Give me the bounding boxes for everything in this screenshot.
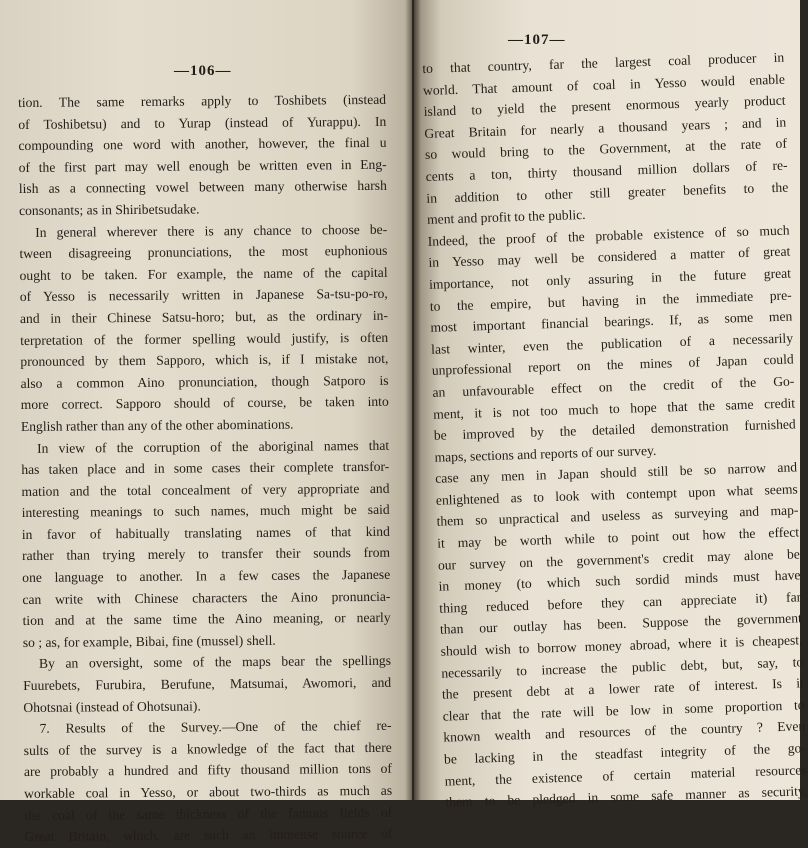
text-line: world. That amount of coal in Yesso would enable bbox=[422, 71, 786, 98]
text-line: tween disagreeing pronunciations, the most euphonious bbox=[19, 242, 388, 262]
text-line: unprofessional report on the mines of Japan could bbox=[431, 351, 794, 379]
text-line: clear that the rate will be low in some proportion to bbox=[442, 697, 805, 724]
text-line: English rather than any of the other abominations. bbox=[20, 416, 294, 434]
text-line: also a common Aino pronunciation, though Satporo is bbox=[20, 372, 389, 391]
text-line: most important financial bearings. If, as some men bbox=[430, 308, 793, 335]
text-line: in money (to which such sordid minds must have bbox=[438, 567, 801, 594]
text-line: in addition to other still greater benefits to the bbox=[426, 179, 789, 206]
text-line: an unfavourable effect on the credit of the Go- bbox=[432, 373, 795, 400]
text-line: necessarily to increase the public debt, but, say, to bbox=[441, 653, 804, 681]
text-line: tion. The same remarks apply to Toshibets (instead bbox=[18, 91, 387, 110]
text-line: are probably a hundred and fifty thousand million tons of bbox=[23, 761, 392, 780]
text-line: tion and at the same time the Aino meaning, or nearly bbox=[22, 610, 391, 629]
book-gutter bbox=[405, 0, 421, 800]
text-line: sults of the survey is a knowledge of the fact that there bbox=[23, 739, 392, 758]
right-page-text bbox=[422, 47, 808, 814]
text-line: By an oversight, some of the maps bear the spellings bbox=[38, 653, 392, 672]
text-line: importance, not only assuring in the future great bbox=[428, 265, 792, 292]
text-line: than our outlay has been. Suppose the government bbox=[439, 610, 803, 638]
text-line: them to be pledged in some safe manner as security, bbox=[445, 783, 808, 810]
text-line: so ; as, for example, Bibai, fine (mussel) shell. bbox=[22, 632, 276, 650]
text-line: maps, sections and reports of our survey. bbox=[434, 442, 657, 465]
text-line: our survey on the government's credit may alone be bbox=[437, 546, 800, 573]
text-line: be lacking in the steadfast integrity of the go- bbox=[443, 740, 807, 767]
text-line: ment and profit to the public. bbox=[426, 207, 586, 228]
text-line: and in their Chinese Satsu-horo; but, as the ordinary in- bbox=[19, 307, 389, 326]
text-line: ment, the existence of certain material resources bbox=[444, 761, 807, 789]
text-line: rather than trying merely to transfer their sounds from bbox=[21, 545, 391, 564]
text-line: the coal of the same thickness of the famous fields of bbox=[24, 804, 393, 823]
left-page-number: —106— bbox=[174, 63, 232, 79]
text-line: In view of the corruption of the aboriginal names that bbox=[37, 437, 390, 456]
text-line: consonants; as in Shiribetsudake. bbox=[18, 201, 200, 218]
text-line: compounding one word with another, however, the final u bbox=[18, 134, 387, 154]
text-line: has taken place and in some cases their complete transfor- bbox=[21, 458, 390, 478]
text-line: workable coal in Yesso, or about two-thirds as much as bbox=[24, 782, 393, 801]
text-line: lish as a connecting vowel between many otherwise harsh bbox=[18, 178, 387, 197]
text-line: 7. Results of the Survey.—One of the chief re- bbox=[39, 717, 392, 737]
text-line: more correct. Sapporo should of course, be taken into bbox=[20, 394, 389, 413]
right-page-number: —107— bbox=[508, 32, 566, 48]
text-line: Great Britain for nearly a thousand years ; and in bbox=[424, 114, 787, 141]
text-line: Indeed, the proof of the probable existence of so much bbox=[427, 222, 790, 249]
text-line: in favor of habitually translating names of that kind bbox=[21, 523, 390, 542]
text-line: ought to be taken. For example, the name of the capital bbox=[19, 264, 388, 283]
text-line: of Yesso is necessarily written in Japanese Sa-tsu-po-ro, bbox=[19, 286, 388, 305]
text-line: one language to another. In a few cases the Japanese bbox=[22, 566, 391, 586]
text-line: of the first part may well enough be written even in Eng- bbox=[18, 156, 387, 175]
text-line: of Toshibetsu) and to Yurap (instead of Yurappu). In bbox=[18, 113, 387, 132]
text-line: it may be worth while to point out how the effect bbox=[437, 524, 800, 551]
text-line: can write with Chinese characters the Aino pronuncia- bbox=[22, 588, 391, 607]
text-line: terpretation of the former spelling would justify, is often bbox=[20, 329, 389, 348]
text-line: so would bring to the Government, at the rate of bbox=[424, 135, 788, 163]
text-line: island to yield the present enormous yearly product bbox=[423, 92, 786, 120]
text-line: mation and the total concealment of very appropriate and bbox=[21, 480, 390, 499]
text-line: Great Britain, which, are such an immense source of bbox=[24, 825, 393, 845]
text-line: ment, it is not too much to hope that the same credit bbox=[432, 394, 796, 422]
text-line: pronounced by them Sapporo, which is, if I mistake not, bbox=[20, 350, 389, 370]
text-line: interesting meanings to such names, much might be said bbox=[21, 502, 390, 521]
text-line: be improved by the detailed demonstration furnished bbox=[433, 416, 796, 443]
text-line: In general wherever there is any chance to choose be- bbox=[35, 221, 388, 240]
text-line: should wish to borrow money abroad, where it is cheapest, bbox=[440, 632, 803, 659]
text-line: Fuurebets, Furubira, Berufune, Matsumai, Awomori, and bbox=[23, 674, 392, 694]
left-page-text bbox=[18, 89, 393, 848]
text-line: last winter, even the publication of a necessarily bbox=[430, 330, 794, 357]
text-line: Ohotsnai (instead of Ohotsunai). bbox=[23, 698, 201, 715]
text-line: enlightened as to look with contempt upon what seems bbox=[435, 481, 798, 508]
text-line: case any men in Japan should still be so narrow and bbox=[434, 459, 798, 487]
text-line: known wealth and resources of the country ? Even bbox=[443, 718, 806, 746]
text-line: the present debt at a lower rate of interest. Is it bbox=[441, 675, 805, 702]
text-line: to that country, far the largest coal producer in bbox=[422, 49, 785, 76]
right-page bbox=[414, 0, 808, 810]
text-line: to the empire, but having in the immediate pre- bbox=[429, 287, 792, 314]
text-line: thing reduced before they can appreciate it) far bbox=[439, 589, 802, 616]
text-line: cents a ton, thirty thousand million dollars of re- bbox=[425, 157, 788, 184]
text-line: them so unpractical and useless as surveying and map- bbox=[436, 502, 799, 530]
text-line: in Yesso may well be considered a matter of great bbox=[428, 243, 791, 271]
